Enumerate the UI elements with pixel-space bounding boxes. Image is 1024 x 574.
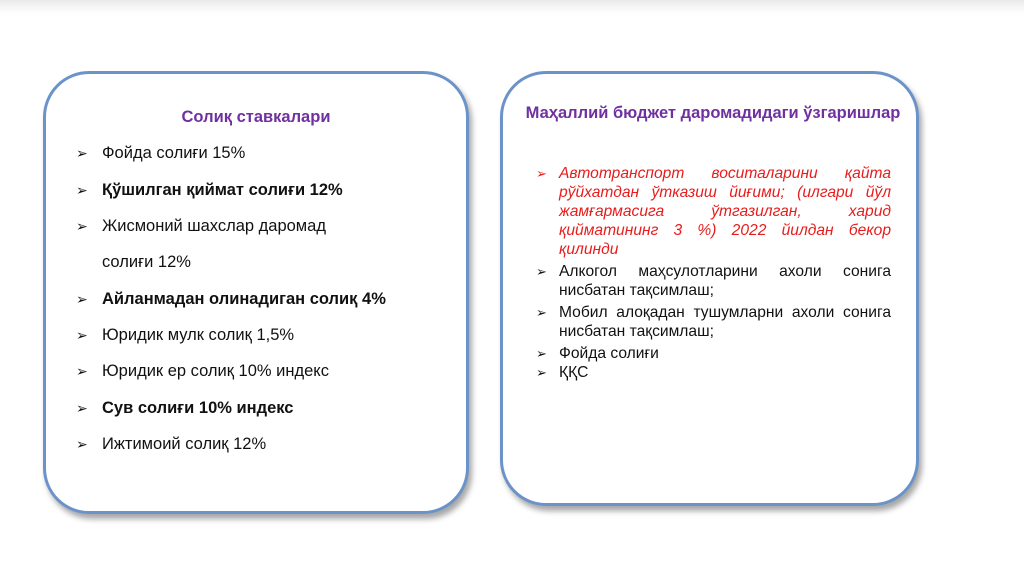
list-item bbox=[536, 262, 891, 300]
arrow-bullet-icon: ➢ bbox=[76, 400, 88, 416]
list-item bbox=[536, 344, 891, 363]
list-item-text: Қўшилган қиймат солиғи 12% bbox=[102, 181, 343, 199]
list-item-text: ҚҚС bbox=[559, 364, 589, 381]
arrow-bullet-icon: ➢ bbox=[76, 218, 88, 234]
arrow-bullet-icon: ➢ bbox=[76, 291, 88, 307]
arrow-bullet-icon: ➢ bbox=[536, 346, 547, 361]
list-item bbox=[536, 303, 891, 341]
tax-rates-title: Солиқ ставкалари bbox=[181, 108, 331, 126]
budget-changes-title: Маҳаллий бюджет даромадидаги ўзгаришлар bbox=[525, 104, 901, 122]
list-item-highlighted bbox=[536, 164, 891, 259]
list-item-text: Фойда солиғи 15% bbox=[102, 144, 246, 162]
budget-changes-card bbox=[500, 71, 919, 506]
arrow-bullet-icon: ➢ bbox=[76, 145, 88, 161]
list-item-text: Фойда солиғи bbox=[559, 345, 659, 362]
arrow-bullet-icon: ➢ bbox=[76, 327, 88, 343]
tax-rates-card bbox=[43, 71, 469, 514]
list-item-text: Юридик мулк солиқ 1,5% bbox=[102, 326, 295, 344]
list-item-text: Сув солиғи 10% индекс bbox=[102, 399, 294, 417]
list-item-text: Юридик ер солиқ 10% индекс bbox=[102, 362, 329, 380]
arrow-bullet-icon: ➢ bbox=[536, 365, 547, 380]
arrow-bullet-icon: ➢ bbox=[76, 182, 88, 198]
list-item-text: Мобил алоқадан тушумларни ахоли сонига нисбатан тақсимлаш; bbox=[559, 304, 891, 340]
changes-list bbox=[536, 164, 891, 382]
list-item bbox=[536, 363, 891, 382]
arrow-bullet-icon: ➢ bbox=[536, 264, 547, 279]
list-item-text: Айланмадан олинадиган солиқ 4% bbox=[102, 290, 386, 308]
list-item-text: Алкогол маҳсулотларини ахоли сонига нисбатан тақсимлаш; bbox=[559, 263, 891, 299]
list-item-text: Автотранспорт воситаларини қайта рўйхатдан ўтказиш йиғими; (илгари йўл жамғармасига ўтгазилган, харид қийматининг 3 %) 2022 йилдан бекор қилинди bbox=[559, 165, 891, 258]
top-shadow bbox=[0, 0, 1024, 14]
arrow-bullet-icon: ➢ bbox=[76, 363, 88, 379]
list-item-text: солиғи 12% bbox=[102, 253, 191, 271]
list-item-text: Жисмоний шахслар даромад bbox=[102, 217, 326, 235]
arrow-bullet-icon: ➢ bbox=[536, 166, 547, 181]
arrow-bullet-icon: ➢ bbox=[76, 436, 88, 452]
list-item-text: Ижтимоий солиқ 12% bbox=[102, 435, 267, 453]
arrow-bullet-icon: ➢ bbox=[536, 305, 547, 320]
